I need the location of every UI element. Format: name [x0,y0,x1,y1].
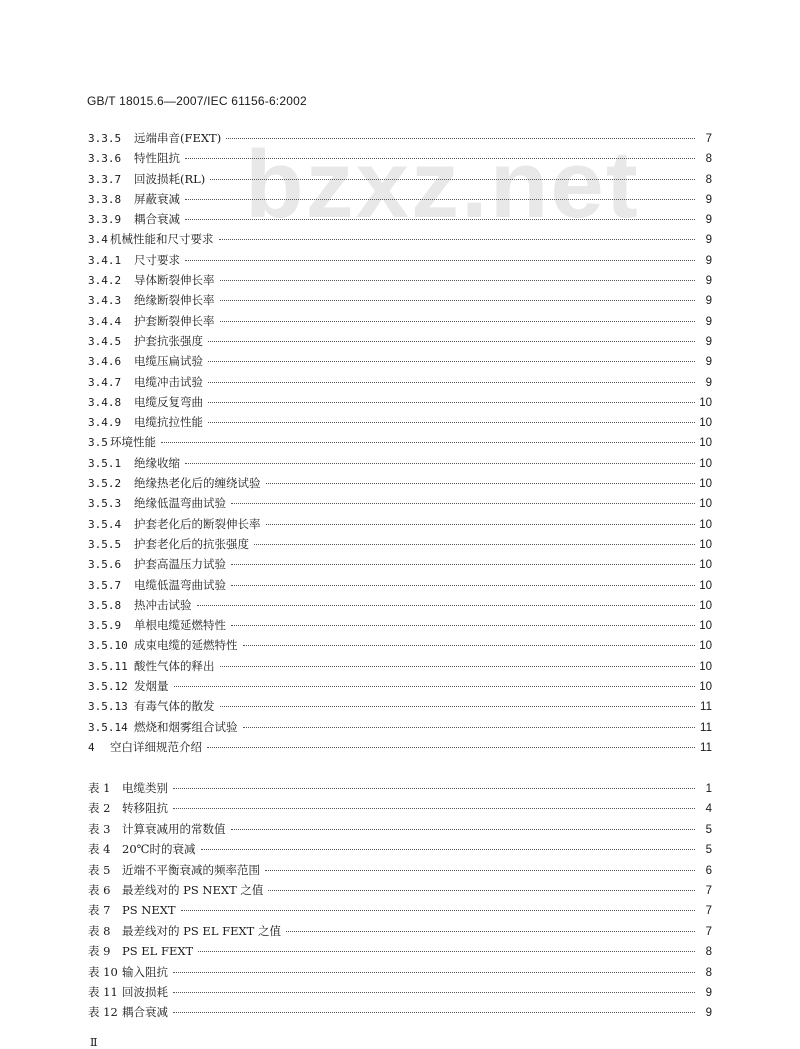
toc-entry-title: 热冲击试验 [134,597,192,612]
page-number: Ⅱ [90,1036,98,1049]
table-entry[interactable] [88,778,712,798]
toc-entry-page: 9 [705,295,712,308]
toc-entry-number: 3.4.1 [88,253,122,267]
toc-entry-number: 3.5.2 [88,477,122,491]
dot-leader [185,199,695,200]
dot-leader [220,280,696,281]
toc-entry-number: 3.5.12 [88,680,128,694]
toc-entry-title: 尺寸要求 [134,252,180,267]
table-entry-page: 9 [705,1007,712,1020]
dot-leader [265,870,695,871]
table-entry-title: 回波损耗 [122,984,168,999]
table-entry-number: 表 12 [88,1005,118,1020]
toc-list [88,128,712,757]
toc-entry-number: 3.4.7 [88,375,122,389]
dot-leader [231,564,695,565]
toc-entry-title: 燃烧和烟雾组合试验 [134,719,238,734]
toc-entry-number: 3.5.13 [88,700,128,714]
toc-entry-title: 远端串音(FEXT) [134,131,222,145]
toc-entry-title: 成束电缆的延燃特性 [134,638,238,653]
dot-leader [286,931,695,932]
table-entry-page: 8 [705,966,712,979]
table-entry-title: 电缆类别 [122,781,168,795]
table-entry[interactable] [88,1002,712,1022]
toc-entry-page: 9 [705,315,712,328]
toc-entry-title: 电缆压扁试验 [134,354,203,369]
toc-entry-number: 3.4.4 [88,314,122,328]
toc-entry-title: 电缆抗拉性能 [134,415,203,430]
table-entry-title: 转移阻抗 [122,801,168,816]
watermark: bzxz.net [245,131,640,238]
toc-entry-page: 10 [699,498,712,511]
table-entry-page: 1 [705,783,712,795]
toc-entry-number: 3.5.10 [88,639,128,653]
toc-entry-title: 回波损耗(RL) [134,171,206,186]
toc-entry-number: 3.3.7 [88,172,122,186]
toc-entry[interactable] [88,473,712,493]
dot-leader [208,422,695,423]
table-entry-number: 表 5 [88,862,111,877]
toc-entry-number: 3.4.9 [88,416,122,430]
toc-entry-number: 3.3.9 [88,213,122,227]
toc-entry-page: 9 [705,254,712,267]
table-entry[interactable] [88,941,712,961]
dot-leader [185,158,695,159]
table-entry-title: 最差线对的 PS NEXT 之值 [122,882,264,897]
toc-entry-title: 环境性能 [110,435,156,450]
dot-leader [266,524,696,525]
dot-leader [201,849,696,850]
toc-entry[interactable] [88,148,712,168]
dot-leader [220,706,696,707]
toc-entry[interactable] [88,372,712,392]
dot-leader [185,463,695,464]
toc-entry-page: 7 [705,133,712,145]
dot-leader [243,727,696,728]
toc-entry[interactable] [88,290,712,310]
toc-entry-number: 3.4.3 [88,294,122,308]
table-list [88,778,712,1023]
table-entry-page: 7 [705,905,712,918]
dot-leader [219,239,696,240]
toc-entry-title: 电缆低温弯曲试验 [134,577,226,592]
toc-entry-title: 酸性气体的释出 [134,658,215,673]
dot-leader [208,402,695,403]
toc-entry[interactable] [88,534,712,554]
dot-leader [266,483,696,484]
toc-entry-number: 3.3.5 [88,132,122,145]
dot-leader [210,179,695,180]
table-entry[interactable] [88,798,712,818]
dot-leader [231,585,695,586]
toc-entry-number: 3.4.8 [88,395,122,409]
toc-entry-page: 9 [705,376,712,389]
toc-entry-page: 10 [699,620,712,633]
toc-entry[interactable] [88,412,712,432]
toc-entry-page: 11 [700,701,712,714]
toc-entry[interactable] [88,311,712,331]
toc-entry-number: 3.5 [88,436,108,450]
table-entry-number: 表 2 [88,801,111,816]
dot-leader [173,788,695,789]
table-entry-title: 最差线对的 PS EL FEXT 之值 [122,923,282,938]
table-entry-page: 9 [705,986,712,999]
table-entry-page: 8 [705,946,712,959]
toc-entry[interactable] [88,331,712,351]
toc-entry-title: 护套老化后的抗张强度 [134,536,249,551]
dot-leader [185,260,695,261]
table-entry-number: 表 8 [88,923,111,938]
table-entry-page: 6 [705,864,712,877]
dot-leader [181,910,695,911]
dot-leader [220,300,696,301]
toc-entry-title: 耦合衰减 [134,212,180,227]
toc-entry-number: 3.4.2 [88,274,122,288]
toc-entry-number: 3.5.11 [88,659,128,673]
toc-entry-title: 有毒气体的散发 [134,699,215,714]
toc-entry-title: 机械性能和尺寸要求 [110,232,214,247]
toc-entry[interactable] [88,250,712,270]
toc-entry[interactable] [88,270,712,290]
toc-entry-page: 10 [699,538,712,551]
toc-entry-number: 4 [88,740,95,754]
toc-entry-number: 3.5.3 [88,497,122,511]
toc-entry-number: 3.4.5 [88,334,122,348]
dot-leader [198,951,695,952]
dot-leader [208,382,695,383]
toc-entry[interactable] [88,432,712,452]
table-entry-number: 表 1 [88,781,111,795]
toc-entry-title: 护套高温压力试验 [134,557,226,572]
toc-entry-page: 10 [699,457,712,470]
toc-entry[interactable] [88,128,712,148]
toc-entry-page: 8 [705,153,712,166]
table-entry[interactable] [88,860,712,880]
toc-entry[interactable] [88,554,712,574]
dot-leader [254,544,695,545]
table-entry-page: 7 [705,925,712,938]
toc-entry-page: 10 [699,518,712,531]
toc-entry[interactable] [88,351,712,371]
table-entry-number: 表 4 [88,842,111,857]
toc-entry-number: 3.5.8 [88,598,122,612]
table-entry-page: 7 [705,884,712,897]
toc-entry[interactable] [88,717,712,737]
toc-entry-page: 9 [705,214,712,227]
toc-entry-title: 电缆冲击试验 [134,374,203,389]
toc-entry-title: 单根电缆延燃特性 [134,618,226,633]
toc-entry[interactable] [88,676,712,696]
toc-entry[interactable] [88,615,712,635]
table-entry-title: 计算衰减用的常数值 [122,821,226,836]
table-entry-title: 输入阻抗 [122,964,168,979]
toc-entry[interactable] [88,229,712,249]
toc-entry-number: 3.5.7 [88,578,122,592]
toc-entry-title: 特性阻抗 [134,151,180,166]
dot-leader [268,890,695,891]
dot-leader [243,645,696,646]
toc-entry[interactable] [88,575,712,595]
toc-entry-title: 绝缘断裂伸长率 [134,293,215,308]
toc-entry-number: 3.5.1 [88,456,122,470]
table-entry[interactable] [88,900,712,920]
toc-entry-title: 屏蔽衰减 [134,191,180,206]
dot-leader [231,625,695,626]
toc-entry[interactable] [88,169,712,189]
table-entry-number: 表 9 [88,944,111,959]
toc-entry-number: 3.5.5 [88,537,122,551]
toc-entry-page: 10 [699,417,712,430]
toc-entry-title: 绝缘低温弯曲试验 [134,496,226,511]
toc-entry-title: 绝缘收缩 [134,455,180,470]
table-entry-page: 5 [705,823,712,836]
toc-entry-page: 10 [699,396,712,409]
toc-entry-number: 3.3.8 [88,192,122,206]
table-entry[interactable] [88,839,712,859]
table-entry-page: 5 [705,844,712,857]
table-entry[interactable] [88,921,712,941]
toc-entry-title: 护套断裂伸长率 [134,313,215,328]
table-entry-number: 表 7 [88,903,111,918]
table-entry[interactable] [88,982,712,1002]
toc-entry-page: 9 [705,275,712,288]
table-entry-page: 4 [705,803,712,816]
dot-leader [208,361,695,362]
dot-leader [197,605,696,606]
table-entry-number: 表 11 [88,984,118,999]
table-entry-number: 表 3 [88,821,111,836]
toc-entry[interactable] [88,656,712,676]
toc-entry-page: 11 [700,741,712,754]
toc-entry[interactable] [88,189,712,209]
toc-entry-number: 3.5.14 [88,720,128,734]
toc-entry-number: 3.4 [88,233,108,247]
toc-entry[interactable] [88,635,712,655]
table-entry-title: 20℃时的衰减 [122,842,196,857]
dot-leader [161,442,695,443]
table-entry[interactable] [88,962,712,982]
toc-entry-page: 10 [699,579,712,592]
toc-entry-number: 3.5.9 [88,619,122,633]
toc-entry-page: 10 [699,478,712,491]
toc-entry[interactable] [88,696,712,716]
table-entry-title: PS NEXT [122,903,176,918]
toc-entry-page: 10 [699,559,712,572]
dot-leader [173,1012,695,1013]
toc-entry-page: 10 [699,681,712,694]
toc-entry-title: 绝缘热老化后的缠绕试验 [134,476,261,491]
dot-leader [207,747,695,748]
table-entry-number: 表 6 [88,882,111,897]
dot-leader [173,992,695,993]
toc-entry[interactable] [88,392,712,412]
toc-entry-page: 10 [699,437,712,450]
toc-entry-number: 3.5.6 [88,558,122,572]
toc-entry-title: 导体断裂伸长率 [134,273,215,288]
toc-entry[interactable] [88,453,712,473]
dot-leader [208,341,695,342]
table-entry[interactable] [88,880,712,900]
toc-entry[interactable] [88,595,712,615]
table-entry-title: PS EL FEXT [122,944,194,959]
toc-entry-page: 9 [705,356,712,369]
dot-leader [231,503,695,504]
table-entry-title: 近端不平衡衰减的频率范围 [122,862,260,877]
dot-leader [220,666,696,667]
document-header: GB/T 18015.6—2007/IEC 61156-6:2002 [87,94,307,108]
toc-entry-page: 9 [705,234,712,247]
dot-leader [173,808,695,809]
toc-entry-title: 空白详细规范介绍 [110,739,202,754]
toc-entry[interactable] [88,514,712,534]
dot-leader [231,829,696,830]
dot-leader [220,321,696,322]
toc-entry-page: 9 [705,193,712,206]
toc-entry-number: 3.4.6 [88,355,122,369]
toc-entry[interactable] [88,493,712,513]
toc-entry-title: 护套抗张强度 [134,333,203,348]
dot-leader [226,138,695,139]
table-entry-number: 表 10 [88,964,118,979]
table-entry[interactable] [88,819,712,839]
toc-entry-number: 3.5.4 [88,517,122,531]
toc-entry[interactable] [88,209,712,229]
toc-entry[interactable] [88,737,712,757]
table-entry-title: 耦合衰减 [122,1005,168,1020]
toc-entry-page: 9 [705,335,712,348]
toc-entry-page: 10 [699,640,712,653]
dot-leader [174,686,696,687]
dot-leader [185,219,695,220]
toc-entry-page: 8 [705,173,712,186]
toc-entry-page: 10 [699,660,712,673]
toc-entry-page: 11 [700,721,712,734]
toc-entry-page: 10 [699,599,712,612]
dot-leader [173,972,695,973]
toc-entry-title: 发烟量 [134,679,169,694]
toc-entry-title: 护套老化后的断裂伸长率 [134,516,261,531]
toc-entry-title: 电缆反复弯曲 [134,394,203,409]
toc-entry-number: 3.3.6 [88,152,122,166]
